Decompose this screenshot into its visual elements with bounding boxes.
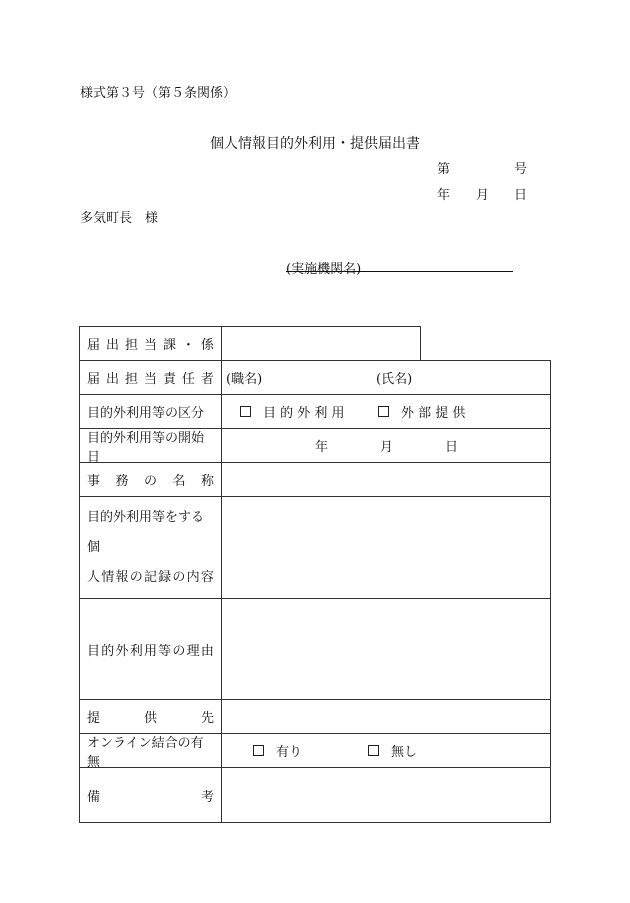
row10-label: 備 考 <box>87 789 214 805</box>
row2-job-title-label: (職名) <box>226 372 263 387</box>
row5-value-cell[interactable] <box>221 462 551 497</box>
row8-value-cell[interactable] <box>221 699 551 734</box>
checkbox-icon[interactable] <box>240 406 251 417</box>
row10-value-cell[interactable] <box>221 767 551 823</box>
option-online-yes[interactable]: 有り <box>253 733 302 768</box>
option-purpose-outside-use[interactable]: 目 的 外 利 用 <box>240 394 345 429</box>
row2-label: 届 出 担 当 責 任 者 <box>87 372 214 387</box>
start-date-year: 年 <box>315 440 329 455</box>
option-online-no[interactable]: 無し <box>368 733 417 768</box>
row7-label: 目 的 外 利 用 等 の 理 由 <box>87 643 214 659</box>
agency-name-label: (実施機関名) <box>286 262 362 277</box>
date-day-label: 日 <box>514 188 528 203</box>
checkbox-icon[interactable] <box>378 406 389 417</box>
checkbox-icon[interactable] <box>368 745 379 756</box>
form-number: 様式第３号（第５条関係） <box>80 86 237 101</box>
start-date-month: 月 <box>380 440 394 455</box>
doc-number-prefix: 第 <box>437 162 451 177</box>
date-month-label: 月 <box>476 188 490 203</box>
row6-value-cell[interactable] <box>221 496 551 599</box>
checkbox-icon[interactable] <box>253 745 264 756</box>
row7-value-cell[interactable] <box>221 598 551 700</box>
addressee: 多気町長 様 <box>80 211 159 226</box>
row9-label: オンライン結合の有無 <box>87 735 204 770</box>
date-year-label: 年 <box>437 188 451 203</box>
row2-person-name-label: (氏名) <box>376 372 413 387</box>
row1-value-cell[interactable] <box>221 326 421 361</box>
row8-label: 提 供 先 <box>87 711 214 726</box>
row1-label: 届 出 担 当 課 ・ 係 <box>87 338 214 353</box>
document-title: 個人情報目的外利用・提供届出書 <box>210 136 420 152</box>
doc-number-suffix: 号 <box>514 162 528 177</box>
row3-label: 目的外利用等の区分 <box>87 406 205 421</box>
row4-label: 目的外利用等の開始日 <box>87 430 205 465</box>
option-external-provision[interactable]: 外 部 提 供 <box>378 394 465 429</box>
agency-name-field[interactable] <box>286 271 513 272</box>
row5-label: 事 務 の 名 称 <box>87 474 214 489</box>
row6-label: 目的外利用等をする個 人 情 報 の 記 録 の 内 容 <box>87 509 214 585</box>
start-date-day: 日 <box>445 440 459 455</box>
